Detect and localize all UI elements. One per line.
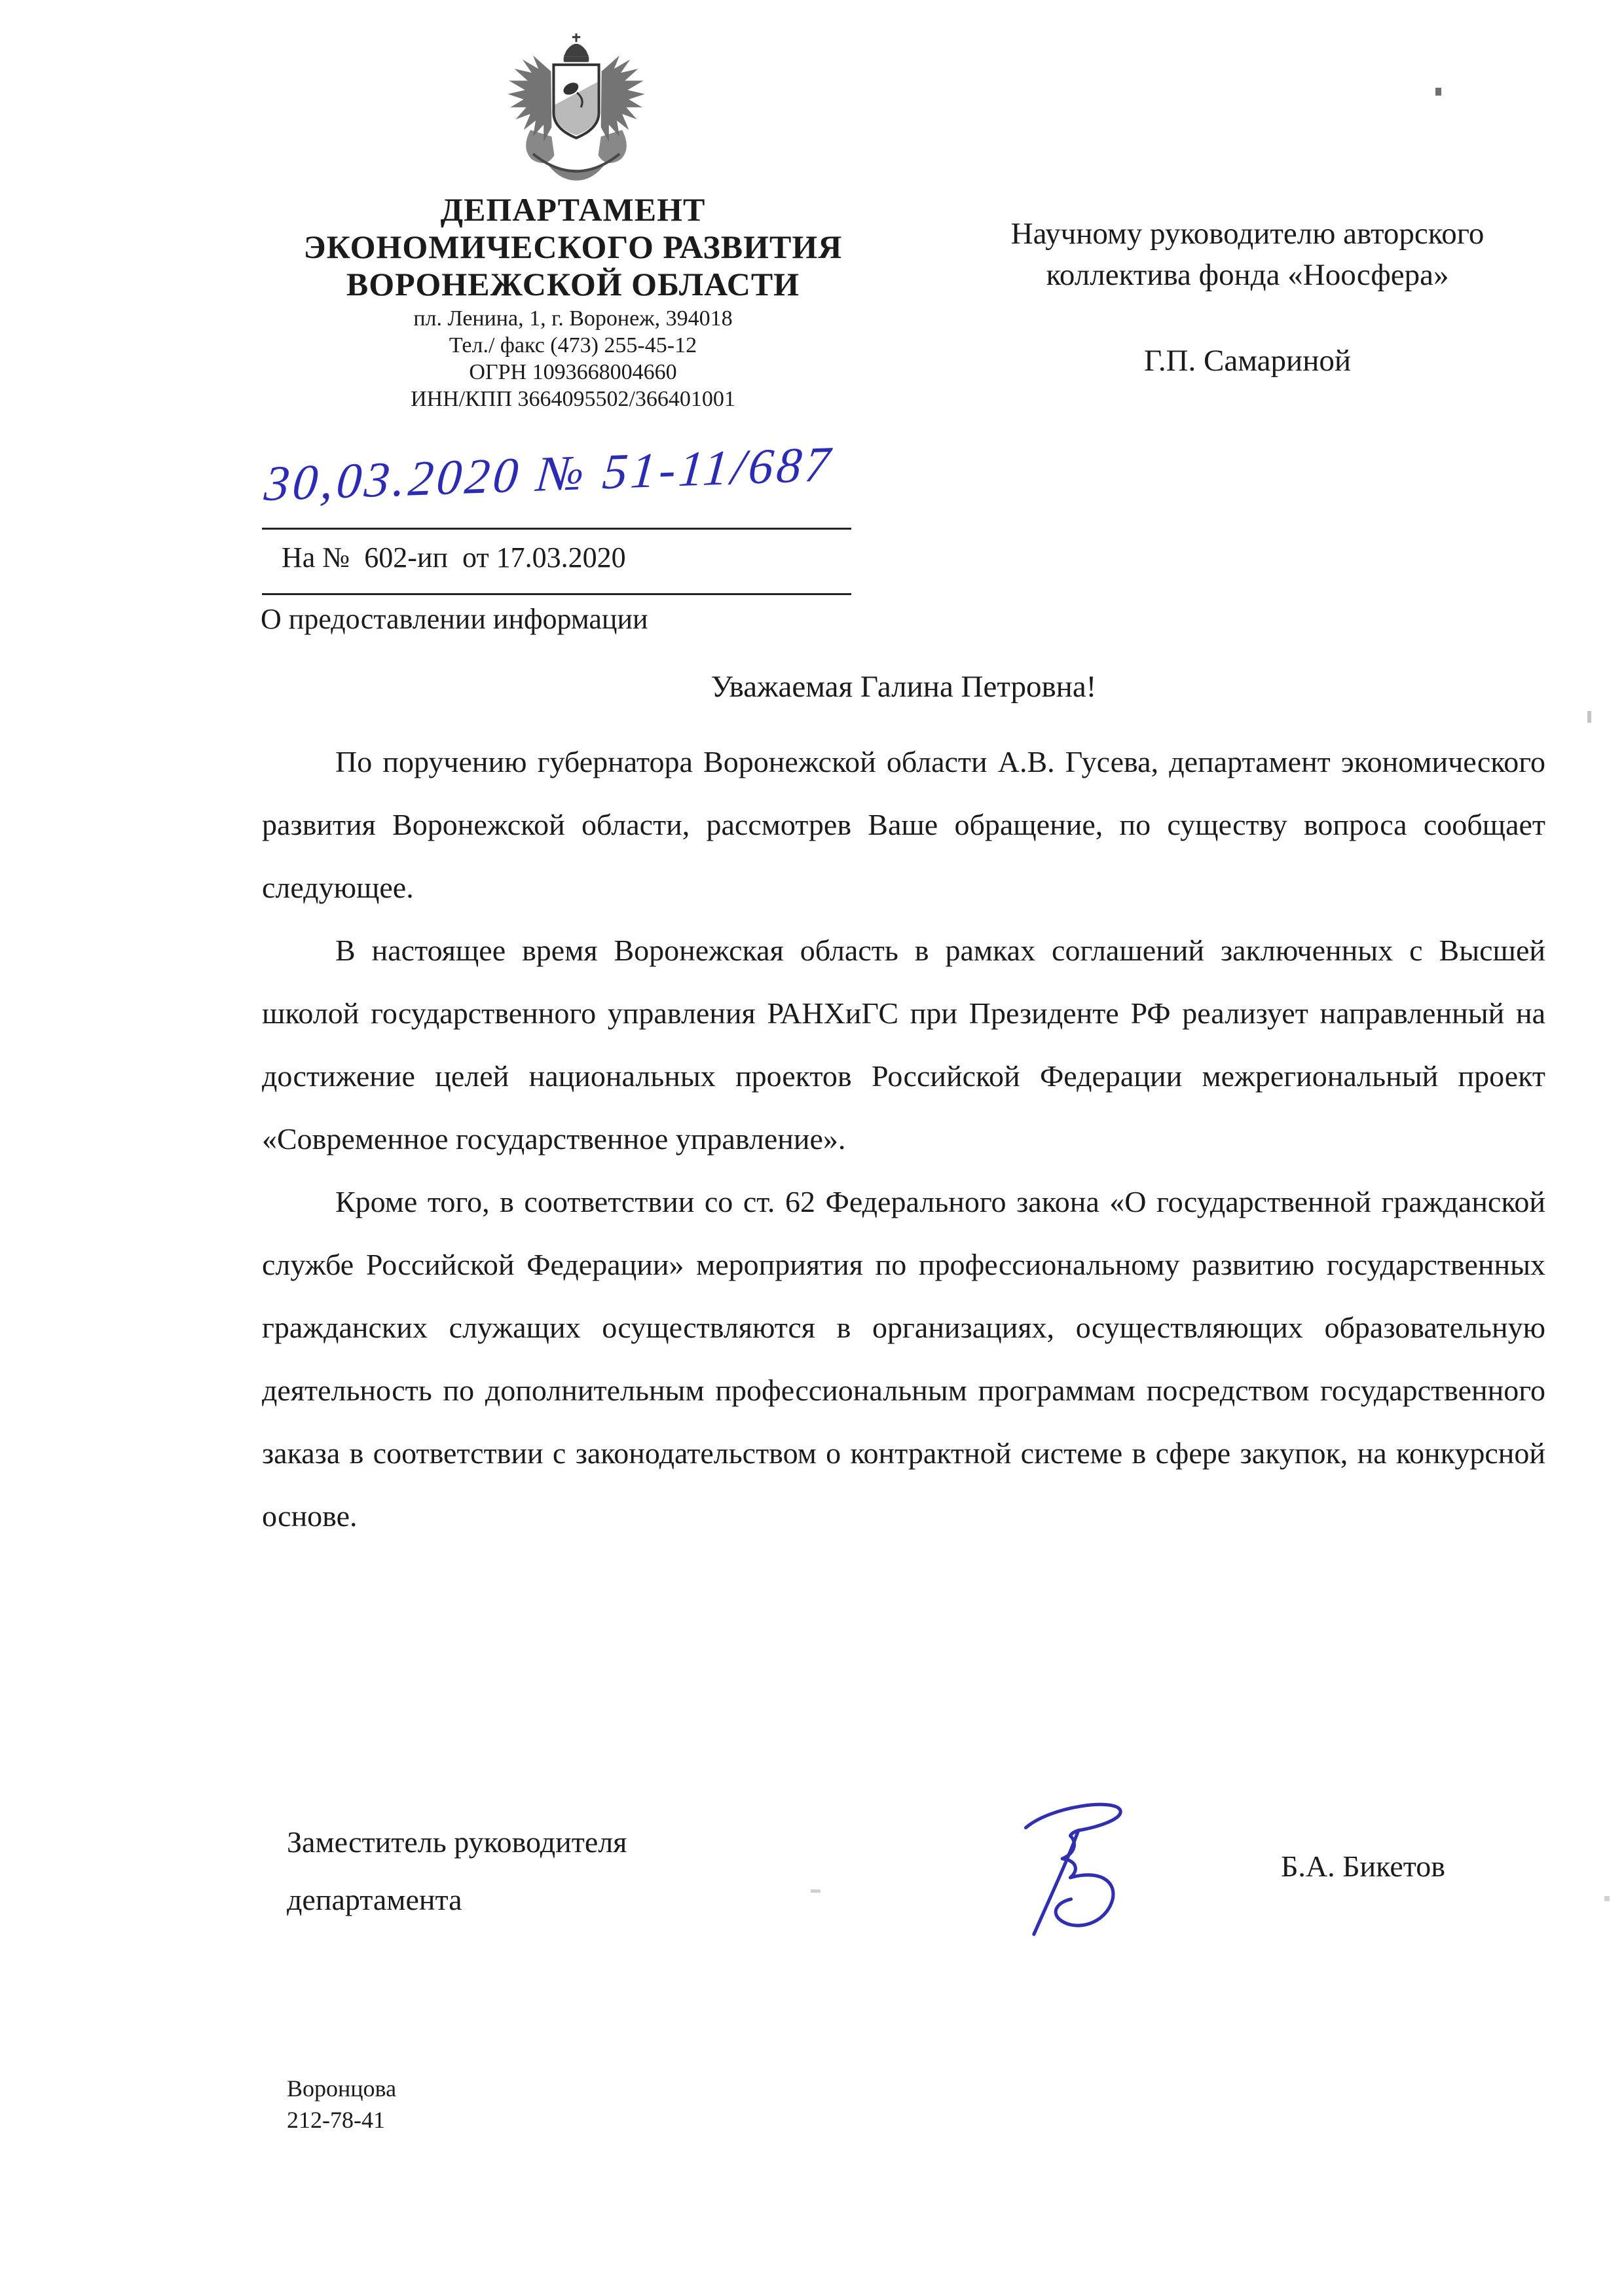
signature-mark (1014, 1793, 1149, 1944)
letterhead-phone: Тел./ факс (473) 255-45-12 (449, 333, 697, 357)
recipient-name: Г.П. Самариной (1143, 344, 1351, 378)
coat-of-arms-icon (466, 30, 686, 190)
letterhead-org-name (254, 191, 892, 303)
subject-line: О предоставлении информации (261, 603, 648, 635)
salutation: Уважаемая Галина Петровна! (710, 670, 1097, 704)
org-name-line: ЭКОНОМИЧЕСКОГО РАЗВИТИЯ (303, 228, 843, 265)
reference-number-line: На № 602-ип от 17.03.2020 (282, 541, 626, 574)
letter-body (262, 731, 1545, 1548)
executor-block (287, 2073, 396, 2136)
recipient-line: Научному руководителю авторского (1010, 217, 1485, 251)
letterhead-ogrn: ОГРН 1093668004660 (469, 360, 677, 384)
scan-speck (811, 1889, 821, 1893)
recipient-block (915, 213, 1579, 382)
signer-name: Б.А. Бикетов (1281, 1850, 1446, 1883)
signature-position-line: Заместитель руководителя (287, 1825, 627, 1859)
scan-speck (1435, 88, 1441, 96)
recipient-line: коллектива фонда «Ноосфера» (1046, 258, 1449, 292)
body-paragraph: По поручению губернатора Воронежской области А.В. Гусева, департамент экономического развития Воронежской области, рассмотрев Ваше обращение, по существу вопроса сообщает следующее. (262, 745, 1545, 904)
handwritten-reg-number: 30,03.2020 № 51-11/687 (262, 436, 836, 512)
signature-position (287, 1813, 627, 1929)
org-name-line: ДЕПАРТАМЕНТ (440, 191, 706, 228)
body-paragraph: В настоящее время Воронежская область в рамках соглашений заключенных с Высшей школой государственного управления РАНХиГС при Президенте РФ реализует направленный на достижение целей национальных проектов Российской Федерации межрегиональный проект «Современное государственное управление». (262, 934, 1545, 1156)
letterhead-address: пл. Ленина, 1, г. Воронеж, 394018 (413, 306, 733, 331)
rule-line (262, 528, 851, 530)
body-paragraph: Кроме того, в соответствии со ст. 62 Федерального закона «О государственной гражданской службе Российской Федерации» мероприятия по профессиональному развитию государственных гражданских служащих осуществляются в организациях, осуществляющих образовательную деятельность по дополнительным профессиональным программам посредством государственного заказа в соответствии с законодательством о контрактной системе в сфере закупок, на конкурсной основе. (262, 1185, 1545, 1533)
signature-position-line: департамента (287, 1883, 462, 1916)
letterhead-contact-block (254, 305, 892, 412)
scan-speck (1587, 711, 1591, 723)
org-name-line: ВОРОНЕЖСКОЙ ОБЛАСТИ (346, 266, 800, 302)
executor-phone: 212-78-41 (287, 2107, 385, 2133)
executor-name: Воронцова (287, 2075, 397, 2102)
scan-speck (1604, 1896, 1610, 1901)
letterhead-inn-kpp: ИНН/КПП 3664095502/366401001 (411, 387, 735, 411)
rule-line (262, 593, 851, 595)
